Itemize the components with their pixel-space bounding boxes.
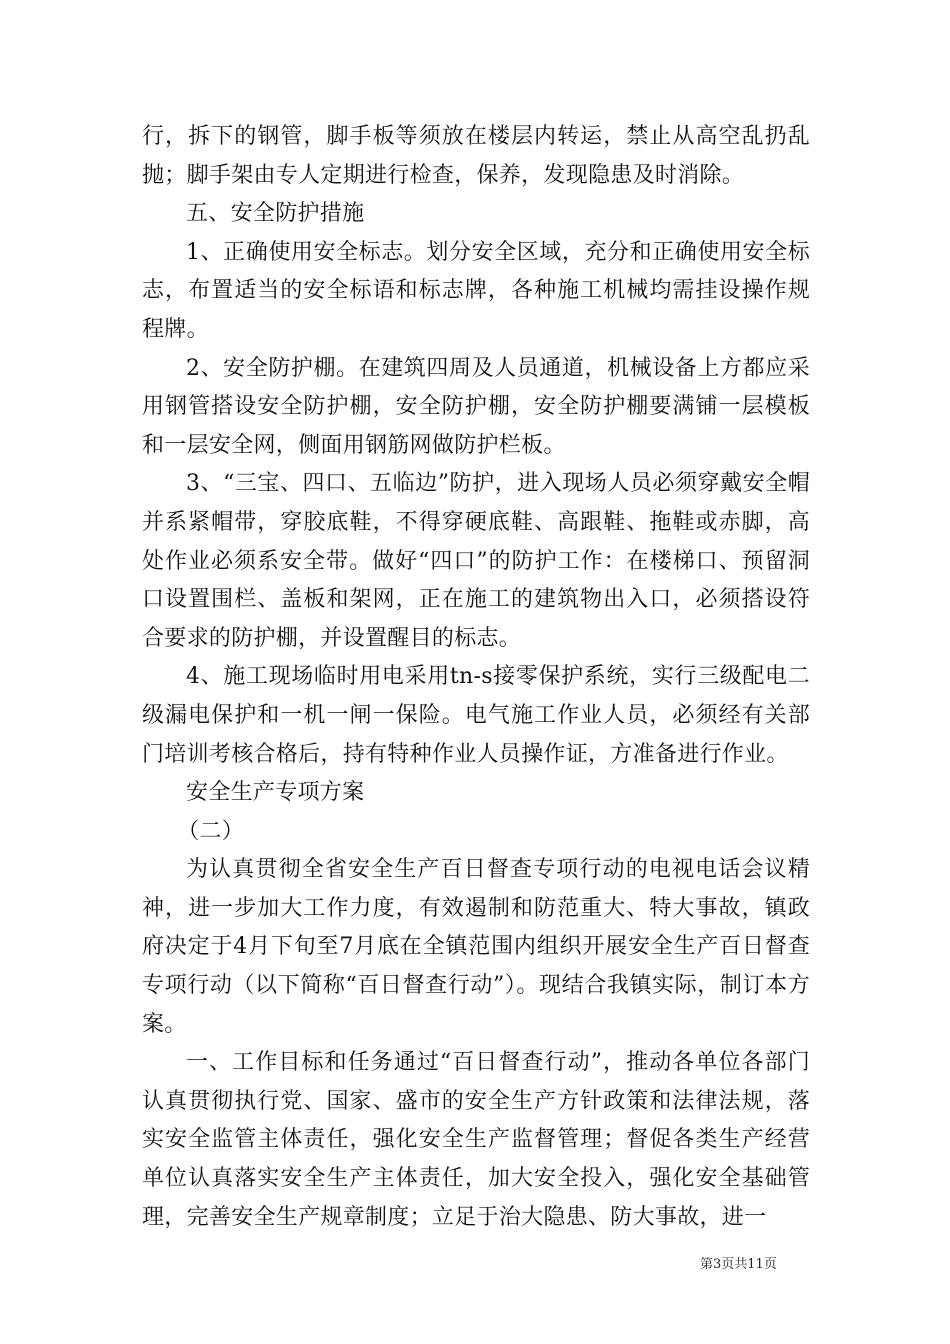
paragraph-continuation: 行，拆下的钢管，脚手板等须放在楼层内转运，禁止从高空乱扔乱抛；脚手架由专人定期进行检查，保养，发现隐患及时消除。: [142, 124, 810, 188]
section-heading-safety-measures: 五、安全防护措施: [186, 201, 365, 227]
paragraph-temporary-power: 4、施工现场临时用电采用tn-s接零保护系统，实行三级配电二级漏电保护和一机一闸一保险。电气施工作业人员，必须经有关部门培训考核合格后，持有特种作业人员操作证，方准备进行作业。: [142, 664, 810, 767]
document-part-number: （二）: [177, 818, 245, 844]
page-number-footer: 第3页共11页: [700, 1257, 777, 1272]
document-body: [142, 118, 810, 1237]
paragraph-introduction: 为认真贯彻全省安全生产百日督查专项行动的电视电话会议精神，进一步加大工作力度，有效遏制和防范重大、特大事故，镇政府决定于4月下旬至7月底在全镇范围内组织开展安全生产百日督查专项行动（以下简称“百日督查行动”）。现结合我镇实际，制订本方案。: [142, 857, 810, 1037]
paragraph-safety-signs: 1、正确使用安全标志。划分安全区域，充分和正确使用安全标志，布置适当的安全标语和标志牌，各种施工机械均需挂设操作规程牌。: [142, 239, 810, 342]
document-subtitle: 安全生产专项方案: [186, 780, 365, 806]
paragraph-protective-shed: 2、安全防护棚。在建筑四周及人员通道，机械设备上方都应采用钢管搭设安全防护棚，安全防护棚，安全防护棚要满铺一层模板和一层安全网，侧面用钢筋网做防护栏板。: [142, 355, 810, 458]
paragraph-goals-and-tasks: 一、工作目标和任务通过“百日督查行动”，推动各单位各部门认真贯彻执行党、国家、盛市的安全生产方针政策和法律法规，落实安全监管主体责任，强化安全生产监督管理；督促各类生产经营单位认真落实安全生产主体责任，加大安全投入，强化安全基础管理，完善安全生产规章制度；立足于治大隐患、防大事故，进一: [142, 1050, 810, 1230]
paragraph-three-treasures: 3、“三宝、四口、五临边”防护，进入现场人员必须穿戴安全帽并系紧帽带，穿胶底鞋，不得穿硬底鞋、高跟鞋、拖鞋或赤脚，高处作业必须系安全带。做好“四口”的防护工作：在楼梯口、预留洞口设置围栏、盖板和架网，正在施工的建筑物出入口，必须搭设符合要求的防护棚，并设置醒目的标志。: [142, 471, 810, 651]
